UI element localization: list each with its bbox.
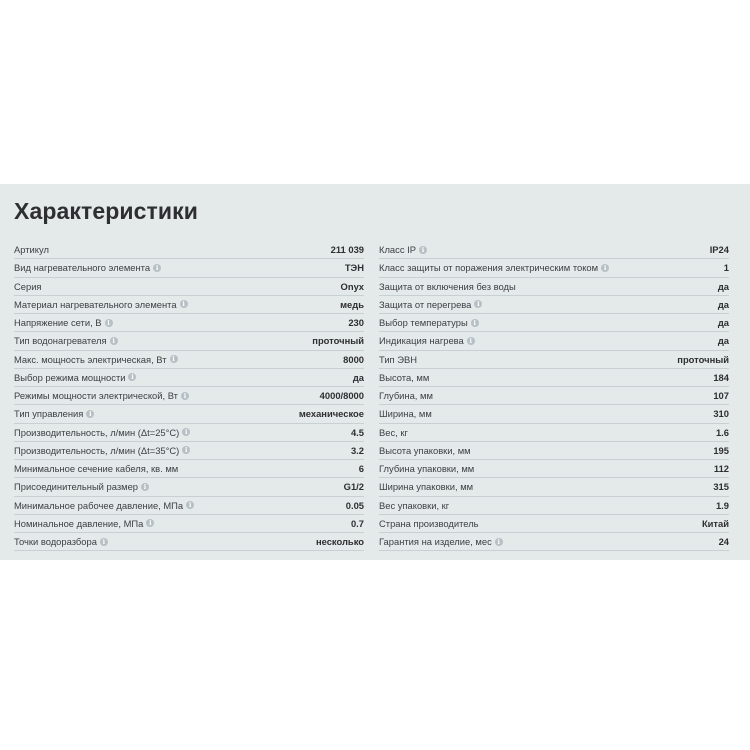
info-icon[interactable]: i bbox=[182, 428, 190, 436]
spec-value: 1.9 bbox=[715, 499, 729, 511]
spec-row bbox=[14, 241, 364, 259]
spec-label-text: Режимы мощности электрической, Вт bbox=[14, 390, 178, 402]
spec-row bbox=[379, 478, 729, 496]
spec-label-text: Защита от включения без воды bbox=[379, 280, 516, 292]
spec-label bbox=[14, 427, 190, 438]
spec-value: Китай bbox=[701, 517, 729, 529]
spec-row bbox=[14, 424, 364, 442]
spec-row bbox=[14, 387, 364, 405]
spec-row bbox=[14, 369, 364, 387]
spec-row bbox=[14, 405, 364, 423]
info-icon[interactable]: i bbox=[146, 519, 154, 527]
spec-value: 0.7 bbox=[350, 517, 364, 529]
spec-row bbox=[14, 278, 364, 296]
specs-list-left bbox=[14, 241, 364, 551]
info-icon[interactable]: i bbox=[86, 410, 94, 418]
spec-label bbox=[379, 335, 475, 346]
spec-row bbox=[379, 351, 729, 369]
spec-label bbox=[14, 354, 178, 365]
spec-value: да bbox=[352, 371, 364, 383]
spec-label bbox=[14, 463, 178, 474]
spec-label-text: Ширина, мм bbox=[379, 408, 432, 420]
spec-label-text: Производительность, л/мин (Δt=35°C) bbox=[14, 444, 180, 456]
info-icon[interactable]: i bbox=[141, 483, 149, 491]
spec-label-text: Гарантия на изделие, мес bbox=[379, 536, 492, 548]
info-icon[interactable]: i bbox=[601, 264, 609, 272]
spec-label-text: Высота, мм bbox=[379, 371, 430, 383]
info-icon[interactable]: i bbox=[471, 319, 479, 327]
spec-value: несколько bbox=[315, 536, 364, 548]
spec-row bbox=[379, 387, 729, 405]
info-icon[interactable]: i bbox=[100, 538, 108, 546]
spec-row bbox=[379, 314, 729, 332]
spec-row bbox=[379, 424, 729, 442]
spec-label bbox=[379, 427, 408, 438]
info-icon[interactable]: i bbox=[110, 337, 118, 345]
spec-label-text: Вид нагревательного элемента bbox=[14, 262, 151, 274]
spec-label bbox=[379, 445, 471, 456]
spec-label-text: Артикул bbox=[14, 244, 49, 256]
info-icon[interactable]: i bbox=[186, 501, 194, 509]
spec-row bbox=[14, 351, 364, 369]
spec-label bbox=[379, 518, 479, 529]
spec-label bbox=[14, 262, 161, 273]
spec-label-text: Серия bbox=[14, 280, 42, 292]
spec-label-text: Глубина упаковки, мм bbox=[379, 463, 475, 475]
spec-value: 6 bbox=[358, 463, 364, 475]
spec-label bbox=[379, 481, 473, 492]
spec-label-text: Напряжение сети, В bbox=[14, 317, 102, 329]
spec-label-text: Тип ЭВН bbox=[379, 353, 417, 365]
spec-value: 107 bbox=[713, 390, 729, 402]
spec-value: да bbox=[717, 335, 729, 347]
spec-label bbox=[379, 354, 417, 365]
spec-value: G1/2 bbox=[343, 481, 364, 493]
spec-value: 230 bbox=[348, 317, 364, 329]
spec-value: да bbox=[717, 298, 729, 310]
info-icon[interactable]: i bbox=[419, 246, 427, 254]
spec-row bbox=[379, 405, 729, 423]
spec-value: 3.2 bbox=[350, 444, 364, 456]
spec-label-text: Вес упаковки, кг bbox=[379, 499, 450, 511]
spec-label-text: Присоединительный размер bbox=[14, 481, 139, 493]
spec-value: 211 039 bbox=[330, 244, 364, 256]
spec-label bbox=[14, 281, 42, 292]
spec-label bbox=[14, 408, 94, 419]
spec-label-text: Тип водонагревателя bbox=[14, 335, 107, 347]
info-icon[interactable]: i bbox=[182, 446, 190, 454]
spec-row bbox=[379, 533, 729, 551]
spec-label bbox=[14, 390, 189, 401]
spec-value: IP24 bbox=[709, 244, 729, 256]
spec-label-text: Высота упаковки, мм bbox=[379, 444, 471, 456]
spec-label-text: Страна производитель bbox=[379, 517, 479, 529]
spec-label-text: Индикация нагрева bbox=[379, 335, 464, 347]
spec-row bbox=[379, 278, 729, 296]
spec-value: 112 bbox=[713, 463, 729, 475]
page-title: Характеристики bbox=[14, 198, 198, 224]
info-icon[interactable]: i bbox=[180, 300, 188, 308]
info-icon[interactable]: i bbox=[474, 300, 482, 308]
spec-label bbox=[379, 390, 433, 401]
spec-label bbox=[14, 481, 149, 492]
spec-label bbox=[14, 500, 194, 511]
spec-value: ТЭН bbox=[344, 262, 364, 274]
spec-label bbox=[379, 500, 449, 511]
characteristics-panel bbox=[0, 184, 750, 560]
spec-label bbox=[14, 244, 49, 255]
spec-label-text: Глубина, мм bbox=[379, 390, 433, 402]
spec-value: 0.05 bbox=[345, 499, 364, 511]
spec-label-text: Точки водоразбора bbox=[14, 536, 97, 548]
spec-value: Onyx bbox=[340, 280, 364, 292]
spec-row bbox=[379, 241, 729, 259]
spec-row bbox=[379, 369, 729, 387]
spec-label-text: Выбор температуры bbox=[379, 317, 468, 329]
spec-value: да bbox=[717, 317, 729, 329]
spec-label-text: Вес, кг bbox=[379, 426, 408, 438]
spec-label-text: Тип управления bbox=[14, 408, 84, 420]
spec-value: 8000 bbox=[343, 353, 364, 365]
spec-label bbox=[379, 262, 609, 273]
spec-value: 1 bbox=[723, 262, 729, 274]
spec-row bbox=[379, 442, 729, 460]
spec-row bbox=[14, 259, 364, 277]
spec-row bbox=[379, 460, 729, 478]
spec-row bbox=[14, 332, 364, 350]
spec-label-text: Минимальное сечение кабеля, кв. мм bbox=[14, 463, 179, 475]
spec-label-text: Макс. мощность электрическая, Вт bbox=[14, 353, 167, 365]
spec-value: 1.6 bbox=[715, 426, 729, 438]
spec-label-text: Защита от перегрева bbox=[379, 298, 472, 310]
spec-label bbox=[379, 299, 482, 310]
spec-label-text: Производительность, л/мин (Δt=25°C) bbox=[14, 426, 180, 438]
spec-value: 310 bbox=[713, 408, 729, 420]
spec-value: медь bbox=[340, 298, 364, 310]
spec-value: да bbox=[717, 280, 729, 292]
spec-value: 195 bbox=[713, 444, 729, 456]
info-icon[interactable]: i bbox=[170, 355, 178, 363]
spec-value: 315 bbox=[713, 481, 729, 493]
spec-value: 24 bbox=[718, 536, 729, 548]
info-icon[interactable]: i bbox=[495, 538, 503, 546]
spec-row bbox=[379, 259, 729, 277]
spec-row bbox=[14, 460, 364, 478]
info-icon[interactable]: i bbox=[467, 337, 475, 345]
spec-label-text: Класс защиты от поражения электрическим током bbox=[379, 262, 599, 274]
spec-value: 184 bbox=[713, 371, 729, 383]
spec-row bbox=[14, 478, 364, 496]
spec-label bbox=[379, 244, 427, 255]
spec-row bbox=[14, 314, 364, 332]
spec-value: 4.5 bbox=[350, 426, 364, 438]
info-icon[interactable]: i bbox=[128, 373, 136, 381]
spec-value: проточный bbox=[677, 353, 729, 365]
spec-value: 4000/8000 bbox=[319, 390, 364, 402]
spec-label bbox=[379, 281, 516, 292]
spec-value: механическое bbox=[298, 408, 364, 420]
spec-label bbox=[14, 317, 113, 328]
spec-label-text: Минимальное рабочее давление, МПа bbox=[14, 499, 184, 511]
spec-row bbox=[379, 332, 729, 350]
spec-label-text: Номинальное давление, МПа bbox=[14, 517, 144, 529]
spec-label-text: Ширина упаковки, мм bbox=[379, 481, 474, 493]
spec-label bbox=[379, 317, 479, 328]
spec-label-text: Класс IP bbox=[379, 244, 416, 256]
spec-label bbox=[379, 408, 432, 419]
spec-row bbox=[14, 515, 364, 533]
spec-row bbox=[14, 442, 364, 460]
spec-label bbox=[379, 463, 474, 474]
spec-label bbox=[14, 335, 118, 346]
spec-label bbox=[379, 536, 503, 547]
spec-label bbox=[14, 372, 136, 383]
spec-label bbox=[14, 518, 154, 529]
spec-label bbox=[14, 445, 190, 456]
spec-row bbox=[379, 515, 729, 533]
spec-row bbox=[14, 533, 364, 551]
spec-label bbox=[14, 299, 188, 310]
spec-row bbox=[379, 296, 729, 314]
spec-value: проточный bbox=[312, 335, 364, 347]
spec-label bbox=[14, 536, 108, 547]
info-icon[interactable]: i bbox=[153, 264, 161, 272]
spec-row bbox=[379, 497, 729, 515]
spec-row bbox=[14, 296, 364, 314]
spec-row bbox=[14, 497, 364, 515]
info-icon[interactable]: i bbox=[181, 392, 189, 400]
spec-label-text: Выбор режима мощности bbox=[14, 371, 126, 383]
specs-list-right bbox=[379, 241, 729, 551]
info-icon[interactable]: i bbox=[105, 319, 113, 327]
spec-label bbox=[379, 372, 429, 383]
spec-label-text: Материал нагревательного элемента bbox=[14, 298, 177, 310]
